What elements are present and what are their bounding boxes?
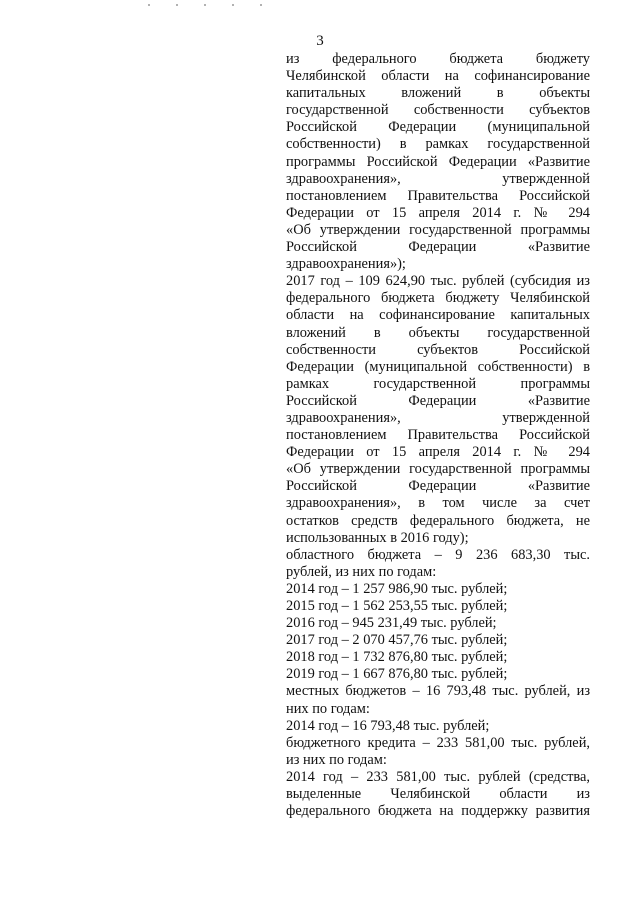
text-line: государственной собственности субъектов — [286, 102, 590, 119]
text-line: Федерации (муниципальной собственности) в — [286, 358, 590, 375]
text-line: рублей, из них по годам: — [286, 563, 437, 580]
text-line: Российской Федерации «Развитие — [286, 239, 590, 256]
text-line: 2019 год – 1 667 876,80 тыс. рублей; — [286, 666, 508, 683]
text-line: Российской Федерации «Развитие — [286, 392, 590, 409]
text-line: 2017 год – 2 070 457,76 тыс. рублей; — [286, 632, 508, 649]
text-line: 2014 год – 16 793,48 тыс. рублей; — [286, 717, 490, 734]
text-line: выделенные Челябинской области из — [286, 786, 590, 803]
text-line: 2015 год – 1 562 253,55 тыс. рублей; — [286, 598, 508, 614]
text-line: здравоохранения», утвержденной — [286, 409, 590, 426]
text-line: 2017 год – 109 624,90 тыс. рублей (субсидия из — [286, 273, 590, 290]
text-line: Российской Федерации (муниципальной — [286, 119, 590, 136]
page-number: 3 — [316, 33, 324, 49]
text-line: «Об утверждении государственной программы — [286, 221, 590, 238]
text-line: Федерации от 15 апреля 2014 г. № 294 — [286, 444, 590, 461]
text-line: «Об утверждении государственной программы — [286, 461, 590, 478]
text-line: бюджетного кредита – 233 581,00 тыс. рублей, — [286, 734, 590, 751]
scan-artifact-dots — [148, 4, 268, 10]
text-line: местных бюджетов – 16 793,48 тыс. рублей, из — [286, 683, 590, 700]
text-line: собственности) в рамках государственной — [286, 136, 590, 153]
text-line: федерального бюджета на поддержку развития — [286, 803, 590, 820]
text-line: Федерации от 15 апреля 2014 г. № 294 — [286, 204, 590, 221]
text-line: капитальных вложений в объекты — [286, 85, 590, 102]
text-line: Челябинской области на софинансирование — [286, 68, 590, 85]
text-line: 2018 год – 1 732 876,80 тыс. рублей; — [286, 649, 508, 666]
text-line: здравоохранения», утвержденной — [286, 170, 590, 187]
text-line: из федерального бюджета бюджету — [286, 51, 590, 67]
text-line: здравоохранения», в том числе за счет — [286, 495, 590, 512]
text-line: 2016 год – 945 231,49 тыс. рублей; — [286, 615, 497, 632]
text-line: федерального бюджета бюджету Челябинской — [286, 290, 590, 307]
text-line: рамках государственной программы — [286, 375, 590, 392]
text-line: постановлением Правительства Российской — [286, 187, 590, 204]
text-line: использованных в 2016 году); — [286, 529, 469, 546]
text-line: здравоохранения»); — [286, 256, 406, 273]
text-line: них по годам: — [286, 700, 370, 717]
text-line: собственности субъектов Российской — [286, 341, 590, 358]
text-line: вложений в объекты государственной — [286, 324, 590, 341]
text-line: области на софинансирование капитальных — [286, 307, 590, 324]
text-line: 2014 год – 1 257 986,90 тыс. рублей; — [286, 580, 508, 597]
text-line: Российской Федерации «Развитие — [286, 478, 590, 495]
text-line: постановлением Правительства Российской — [286, 427, 590, 444]
text-line: областного бюджета – 9 236 683,30 тыс. — [286, 546, 590, 563]
text-line: остатков средств федерального бюджета, не — [286, 512, 590, 529]
text-line: 2014 год – 233 581,00 тыс. рублей (средства, — [286, 768, 590, 785]
document-body-text — [286, 51, 590, 820]
text-line: программы Российской Федерации «Развитие — [286, 153, 590, 170]
text-line: из них по годам: — [286, 751, 387, 768]
